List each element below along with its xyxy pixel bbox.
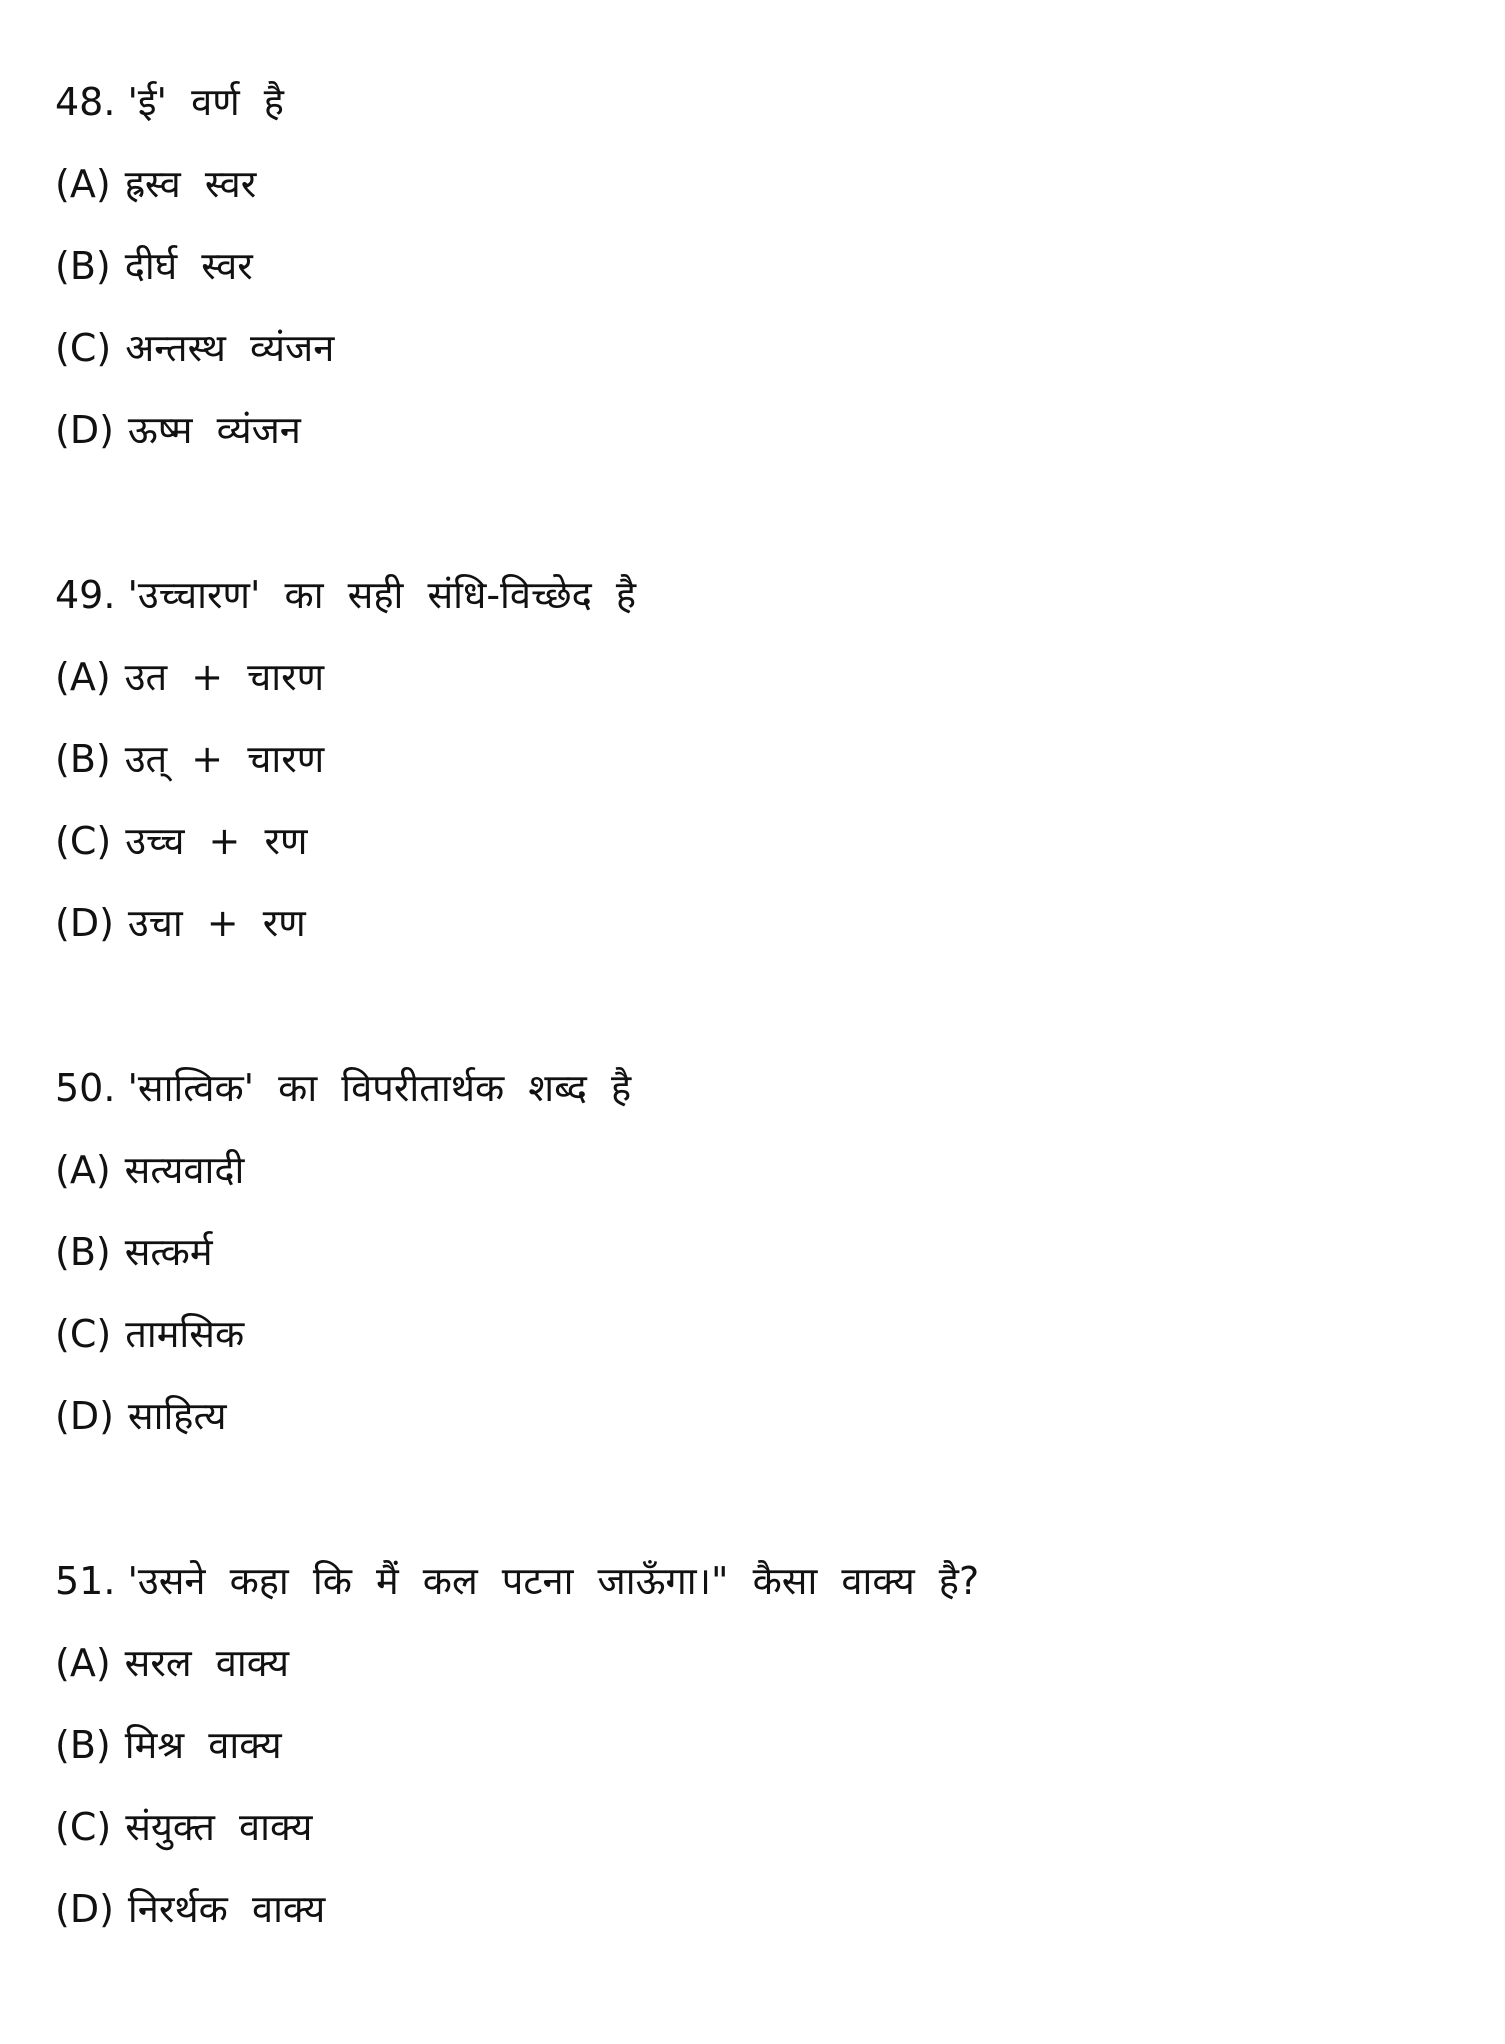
option-d[interactable] (55, 1386, 1455, 1468)
option-d[interactable] (55, 893, 1455, 975)
option-b[interactable] (55, 729, 1455, 811)
question-50 (55, 1058, 1455, 1551)
option-a[interactable] (55, 1633, 1455, 1715)
option-text: उत + चारण (124, 655, 325, 699)
option-text: साहित्य (127, 1394, 227, 1438)
option-label: (A) (55, 1148, 111, 1192)
question-text: 'ई' वर्ण है (127, 80, 284, 124)
option-label: (C) (55, 1312, 112, 1356)
option-b[interactable] (55, 1222, 1455, 1304)
option-c[interactable] (55, 811, 1455, 893)
option-text: ऊष्म व्यंजन (127, 408, 301, 452)
question-text: 'उच्चारण' का सही संधि-विच्छेद है (127, 573, 637, 617)
option-text: सत्कर्म (124, 1230, 213, 1274)
question-text: 'उसने कहा कि मैं कल पटना जाऊँगा।" कैसा वाक्य है? (127, 1559, 980, 1603)
option-c[interactable] (55, 1797, 1455, 1879)
question-page (55, 72, 1455, 2044)
option-d[interactable] (55, 400, 1455, 482)
option-label: (C) (55, 1805, 112, 1849)
option-text: सत्यवादी (124, 1148, 245, 1192)
option-label: (B) (55, 1230, 111, 1274)
option-a[interactable] (55, 647, 1455, 729)
option-c[interactable] (55, 1304, 1455, 1386)
option-label: (B) (55, 737, 111, 781)
option-text: उत् + चारण (124, 737, 325, 781)
option-label: (D) (55, 901, 114, 945)
question-stem (55, 565, 1455, 647)
question-stem (55, 72, 1455, 154)
option-text: निरर्थक वाक्य (127, 1887, 326, 1931)
question-number: 51. (55, 1559, 116, 1603)
question-stem (55, 1058, 1455, 1140)
option-label: (D) (55, 1394, 114, 1438)
question-stem (55, 1551, 1455, 1633)
option-text: मिश्र वाक्य (124, 1723, 282, 1767)
option-label: (B) (55, 244, 111, 288)
option-label: (B) (55, 1723, 111, 1767)
option-text: उच्च + रण (125, 819, 308, 863)
question-49 (55, 565, 1455, 1058)
option-label: (D) (55, 1887, 114, 1931)
option-d[interactable] (55, 1879, 1455, 1961)
option-label: (A) (55, 655, 111, 699)
option-a[interactable] (55, 1140, 1455, 1222)
option-text: संयुक्त वाक्य (125, 1805, 313, 1849)
option-label: (C) (55, 819, 112, 863)
option-label: (A) (55, 1641, 111, 1685)
option-label: (D) (55, 408, 114, 452)
option-b[interactable] (55, 1715, 1455, 1797)
question-number: 49. (55, 573, 116, 617)
option-label: (A) (55, 162, 111, 206)
option-a[interactable] (55, 154, 1455, 236)
option-c[interactable] (55, 318, 1455, 400)
question-text: 'सात्विक' का विपरीतार्थक शब्द है (127, 1066, 632, 1110)
option-text: अन्तस्थ व्यंजन (125, 326, 335, 370)
option-text: उचा + रण (127, 901, 306, 945)
option-text: सरल वाक्य (124, 1641, 290, 1685)
option-text: ह्रस्व स्वर (124, 162, 257, 206)
option-b[interactable] (55, 236, 1455, 318)
option-label: (C) (55, 326, 112, 370)
option-text: दीर्घ स्वर (124, 244, 253, 288)
question-number: 50. (55, 1066, 116, 1110)
question-48 (55, 72, 1455, 565)
option-text: तामसिक (125, 1312, 245, 1356)
question-number: 48. (55, 80, 116, 124)
question-51 (55, 1551, 1455, 2044)
